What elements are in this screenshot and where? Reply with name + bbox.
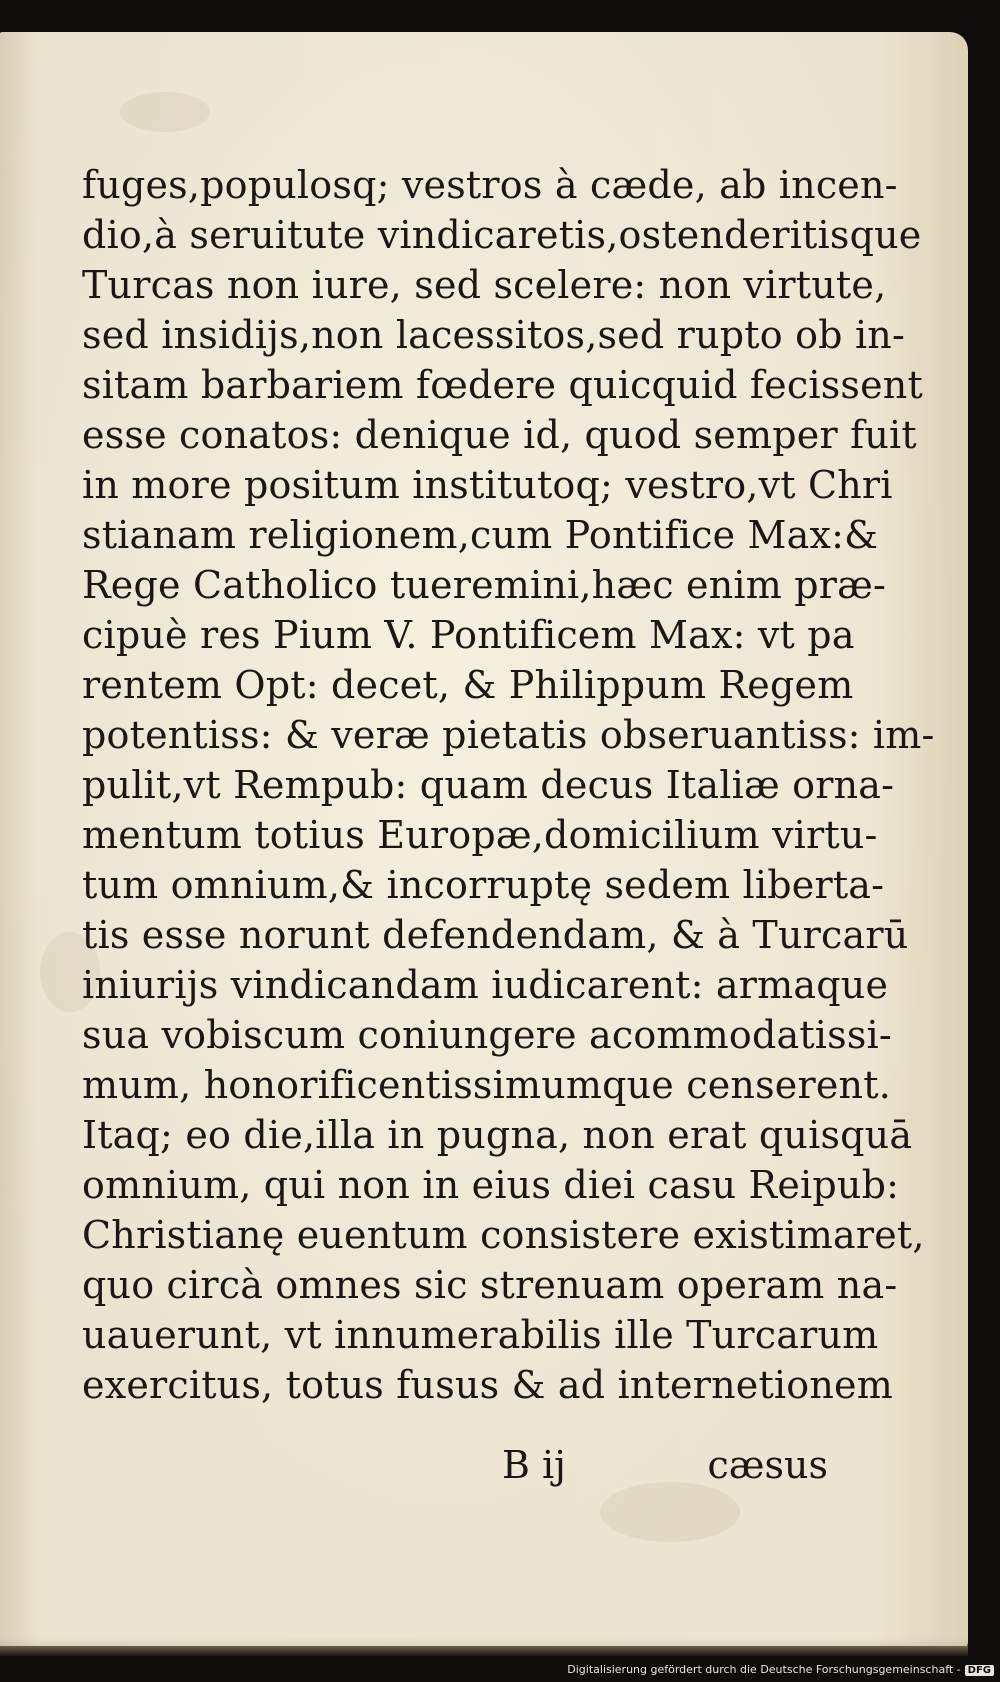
credit-text: Digitalisierung gefördert durch die Deutsche Forschungsgemeinschaft - — [567, 1663, 961, 1676]
text-line: esse conatos: denique id, quod semper fuit — [82, 413, 917, 457]
text-line: quo circà omnes sic strenuam operam na- — [82, 1263, 898, 1307]
text-line: mum, honorificentissimumque censerent. — [82, 1063, 891, 1107]
text-line: sua vobiscum coniungere acommodatissi- — [82, 1013, 892, 1057]
text-line: in more positum institutoq; vestro,vt Chri — [82, 463, 893, 507]
text-line: stianam religionem,cum Pontifice Max:& — [82, 513, 879, 557]
text-line: fuges,populosq; vestros à cæde, ab incen- — [82, 163, 898, 207]
text-line: omnium, qui non in eius diei casu Reipub: — [82, 1163, 900, 1207]
text-line: uauerunt, vt innumerabilis ille Turcarum — [82, 1313, 879, 1357]
text-line: dio,à seruitute vindicaretis,ostenderitisque — [82, 213, 922, 257]
text-line: sitam barbariem fœdere quicquid fecissent — [82, 363, 923, 407]
catchword: cæsus — [707, 1443, 828, 1487]
text-line: iniurijs vindicandam iudicarent: armaque — [82, 963, 889, 1007]
book-bottom-edge — [0, 1646, 968, 1656]
text-line: cipuè res Pium V. Pontificem Max: vt pa — [82, 613, 855, 657]
dfg-logo-icon: DFG — [965, 1665, 994, 1676]
text-line: sed insidijs,non lacessitos,sed rupto ob in- — [82, 313, 906, 357]
text-line: potentiss: & veræ pietatis obseruantiss: im- — [82, 713, 935, 757]
paper-stain — [600, 1482, 740, 1542]
paper-stain — [120, 92, 210, 132]
text-line: tis esse norunt defendendam, & à Turcarū — [82, 913, 909, 957]
text-line: tum omnium,& incorruptę sedem liberta- — [82, 863, 885, 907]
text-line: rentem Opt: decet, & Philippum Regem — [82, 663, 854, 707]
text-line: Itaq; eo die,illa in pugna, non erat quisquā — [82, 1113, 913, 1157]
text-line: Christianę euentum consistere existimaret, — [82, 1213, 925, 1257]
book-page — [0, 32, 968, 1652]
text-line: exercitus, totus fusus & ad internetionem — [82, 1363, 893, 1407]
signature-mark: B ij — [502, 1443, 566, 1487]
digitization-credit — [0, 1663, 1000, 1676]
text-line: Rege Catholico tueremini,hæc enim præ- — [82, 563, 887, 607]
page-text — [82, 160, 935, 1410]
text-line: Turcas non iure, sed scelere: non virtute, — [82, 263, 887, 307]
text-line: pulit,vt Rempub: quam decus Italiæ orna- — [82, 763, 895, 807]
text-line: mentum totius Europæ,domicilium virtu- — [82, 813, 878, 857]
page-footer-line — [82, 1440, 828, 1490]
